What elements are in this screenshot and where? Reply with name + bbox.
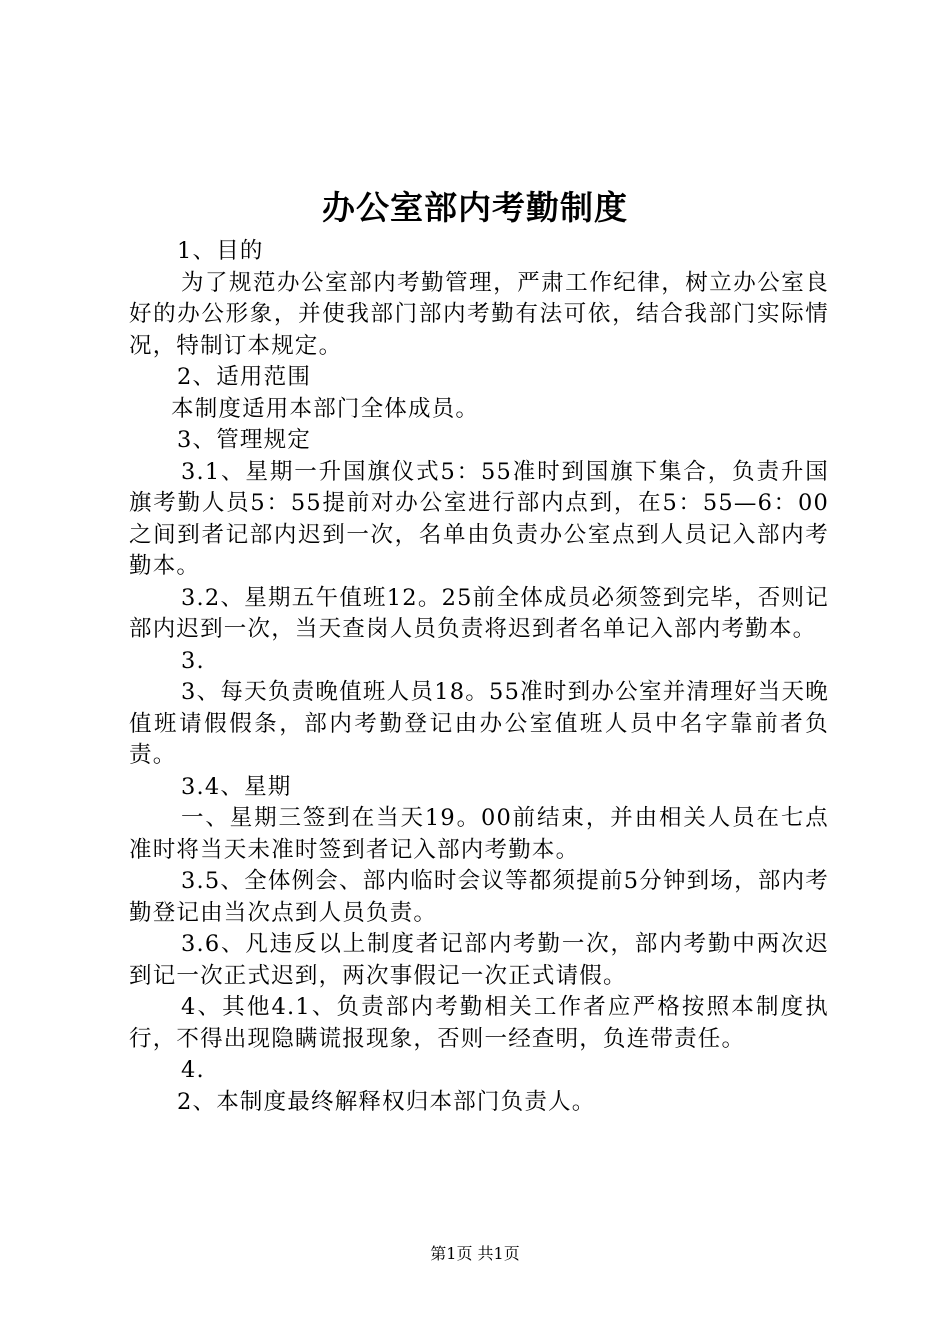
paragraph-rule-3-4: 一、星期三签到在当天19。00前结束，并由相关人员在七点准时将当天未准时签到者记入部内考勤本。 xyxy=(129,805,829,863)
section-heading-rules: 3、管理规定 xyxy=(177,427,312,453)
paragraph-rule-3-3: 3、每天负责晚值班人员18。55准时到办公室并清理好当天晚值班请假假条，部内考勤登记由办公室值班人员中名字靠前者负责。 xyxy=(129,679,829,768)
paragraph-purpose: 为了规范办公室部内考勤管理，严肃工作纪律，树立办公室良好的办公形象，并使我部门部内考勤有法可依，结合我部门实际情况，特制订本规定。 xyxy=(129,269,829,359)
section-heading-scope: 2、适用范围 xyxy=(177,364,312,390)
document-body xyxy=(129,236,829,1118)
paragraph-other-fragment: 4. xyxy=(181,1057,205,1083)
paragraph-rule-3-5: 3.5、全体例会、部内临时会议等都须提前5分钟到场，部内考勤登记由当次点到人员负责。 xyxy=(129,868,829,926)
paragraph-rule-3-1: 3.1、星期一升国旗仪式5：55准时到国旗下集合，负责升国旗考勤人员5：55提前对办公室进行部内点到，在5：55—6：00之间到者记部内迟到一次，名单由负责办公室点到人员记入部内考勤本。 xyxy=(129,458,829,579)
paragraph-rule-3-4-heading: 3.4、星期 xyxy=(181,773,292,800)
paragraph-other-4-2: 2、本制度最终解释权归本部门负责人。 xyxy=(177,1088,596,1115)
paragraph-rule-3-fragment: 3. xyxy=(181,647,205,674)
section-heading-purpose: 1、目的 xyxy=(177,238,264,264)
document-title: 办公室部内考勤制度 xyxy=(322,188,628,227)
paragraph-rule-3-2: 3.2、星期五午值班12。25前全体成员必须签到完毕，否则记部内迟到一次，当天查岗人员负责将迟到者名单记入部内考勤本。 xyxy=(129,584,829,642)
paragraph-rule-3-6: 3.6、凡违反以上制度者记部内考勤一次，部内考勤中两次迟到记一次正式迟到，两次事假记一次正式请假。 xyxy=(129,931,829,989)
paragraph-scope: 本制度适用本部门全体成员。 xyxy=(171,395,480,422)
paragraph-other-4-1: 4、其他4.1、负责部内考勤相关工作者应严格按照本制度执行，不得出现隐瞒谎报现象，否则一经查明，负连带责任。 xyxy=(129,994,829,1052)
page-footer: 第1页 共1页 xyxy=(430,1244,520,1263)
